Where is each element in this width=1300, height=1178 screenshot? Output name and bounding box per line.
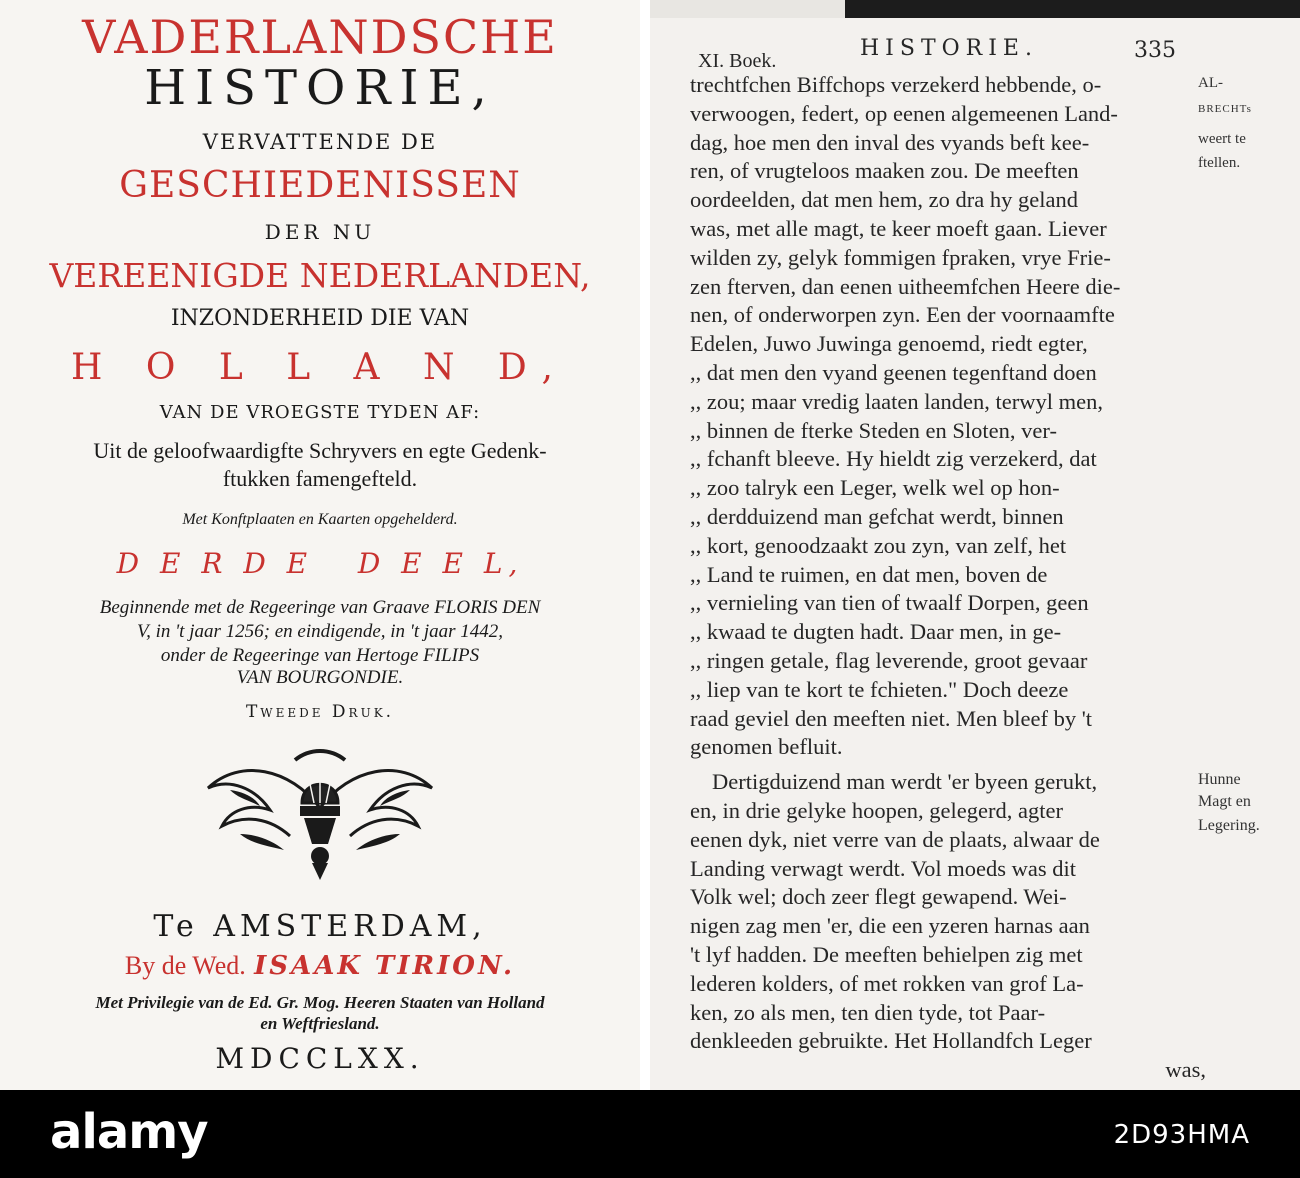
text-line: en, in drie gelyke hoopen, gelegerd, agter — [690, 798, 1063, 823]
ornament-icon — [200, 748, 440, 883]
header-book: XI. Boek. — [698, 50, 777, 72]
text-line: ,, liep van te kort te fchieten." Doch deeze — [690, 676, 1069, 702]
year-roman: MDCCLXX. — [215, 1042, 425, 1075]
beginnende-line-2: V, in 't jaar 1256; en eindigende, in 't jaar 1442, — [136, 621, 504, 642]
text-line: nen, of onderworpen zyn. Een der voornaamfte — [690, 302, 1115, 328]
text-line: ,, binnen de fterke Steden en Sloten, ver- — [690, 417, 1057, 443]
margin-note: ftellen. — [1198, 155, 1241, 171]
van-de-vroegste-tyden: VAN DE VROEGSTE TYDEN AF: — [159, 402, 481, 423]
text-line: Edelen, Juwo Juwinga genoemd, riedt egter, — [690, 331, 1088, 357]
text-line: ,, zou; maar vredig laaten landen, terwyl men, — [690, 388, 1103, 414]
margin-note: Hunne — [1198, 771, 1241, 788]
text-line: genomen befluit. — [690, 734, 843, 760]
text-line: verwoogen, federt, op eenen algemeenen Land- — [690, 100, 1118, 126]
page-top-edge — [650, 0, 845, 18]
text-line: raad geviel den meeften niet. Men bleef by 't — [690, 705, 1093, 731]
text-line: was, met alle magt, te keer moeft gaan. Liever — [690, 216, 1107, 241]
text-line: zen fterven, dan eenen uitheemfchen Heere die- — [690, 273, 1121, 299]
text-line: ,, kwaad te dugten hadt. Daar men, in ge- — [690, 619, 1062, 645]
text-line: ,, derdduizend man gefchat werdt, binnen — [690, 504, 1064, 529]
text-line: ,, kort, genoodzaakt zou zyn, van zelf, het — [690, 532, 1067, 558]
margin-note: Legering. — [1198, 817, 1260, 834]
text-line: eenen dyk, niet verre van de plaats, alwaar de — [690, 826, 1100, 852]
beginnende-line-4: VAN BOURGONDIE. — [236, 667, 404, 688]
text-line: was, — [1165, 1057, 1206, 1083]
vervattende-de: VERVATTENDE DE — [202, 130, 438, 154]
met-konstplaaten: Met Konftplaaten en Kaarten opgehelderd. — [182, 511, 458, 528]
text-line: Landing verwagt werdt. Vol moeds was dit — [690, 855, 1076, 881]
der-nu: DER NU — [264, 220, 376, 244]
margin-note: AL- — [1198, 75, 1223, 91]
isaak-tirion: ISAAK TIRION. — [254, 951, 516, 981]
text-line: oordeelden, dat men hem, zo dra hy geland — [690, 187, 1078, 213]
text-line: ,, ringen getale, flag leverende, groot gevaar — [690, 648, 1088, 673]
subtitle-line-1: Uit de geloofwaardigfte Schryvers en egte Gedenk- — [93, 438, 547, 463]
text-line: denkleeden gebruikte. Het Hollandfch Leger — [690, 1028, 1092, 1054]
text-line: ren, of vrugteloos maaken zou. De meeften — [690, 158, 1079, 184]
text-line: lederen kolders, of met rokken van grof La- — [690, 970, 1084, 996]
derde-deel: D E R D E D E E L, — [116, 547, 524, 580]
text-line: wilden zy, gelyk fommigen fpraken, vrye Frie- — [690, 244, 1111, 270]
watermark-banner — [0, 1090, 1300, 1178]
te-amsterdam: Te AMSTERDAM, — [153, 909, 487, 944]
title-page — [0, 0, 640, 1090]
title-historie: HISTORIE, — [144, 60, 496, 116]
text-line: Dertigduizend man werdt 'er byeen gerukt, — [712, 769, 1098, 795]
title-vaderlandsche: VADERLANDSCHE — [82, 10, 558, 64]
privilege-line-2: en Weftfriesland. — [260, 1014, 380, 1033]
margin-note: weert te — [1198, 131, 1246, 147]
text-line: ,, zoo talryk een Leger, welk wel op hon- — [690, 475, 1060, 501]
privilege-line-1: Met Privilegie van de Ed. Gr. Mog. Heeren Staaten van Holland — [95, 993, 545, 1012]
vereenigde-nederlanden: VEREENIGDE NEDERLANDEN, — [49, 256, 591, 295]
watermark-logo: alamy — [50, 1104, 208, 1160]
text-line: dag, hoe men den inval des vyands beft kee- — [690, 129, 1090, 155]
tweede-druk: Tweede Druk. — [245, 702, 395, 722]
text-line: ,, dat men den vyand geenen tegenftand doen — [690, 360, 1097, 385]
page-gutter — [640, 0, 650, 1090]
subtitle-line-2: ftukken famengefteld. — [222, 466, 418, 491]
header-title: HISTORIE. — [860, 36, 1038, 61]
geschiedenissen: GESCHIEDENISSEN — [119, 165, 521, 206]
text-line: ,, vernieling van tien of twaalf Dorpen, geen — [690, 590, 1089, 616]
dark-background — [845, 0, 1300, 18]
text-line: 't lyf hadden. De meeften behielpen zig met — [690, 942, 1083, 967]
image-id: 2D93HMA — [1113, 1120, 1250, 1150]
margin-note: BRECHTs — [1198, 103, 1252, 115]
page-number: 335 — [1134, 38, 1176, 63]
beginnende-line-3: onder de Regeeringe van Hertoge FILIPS — [160, 645, 480, 666]
text-line: ,, fchanft bleeve. Hy hieldt zig verzekerd, dat — [690, 446, 1097, 472]
text-page — [650, 18, 1300, 1090]
by-de-wed: By de Wed. — [124, 951, 246, 980]
holland: H O L L A N D, — [71, 347, 569, 388]
text-line: Volk wel; doch zeer flegt gewapend. Wei- — [690, 884, 1067, 910]
text-line: ken, zo als men, ten dien tyde, tot Paar- — [690, 999, 1046, 1025]
text-line: trechtfchen Biffchops verzekerd hebbende, o- — [690, 72, 1102, 97]
margin-note: Magt en — [1198, 793, 1251, 810]
beginnende-line-1: Beginnende met de Regeeringe van Graave FLORIS DEN — [99, 597, 541, 618]
text-line: ,, Land te ruimen, en dat men, boven de — [690, 561, 1048, 587]
inzonderheid-die-van: INZONDERHEID DIE VAN — [170, 306, 470, 331]
publisher-line — [0, 953, 640, 979]
text-line: nigen zag men 'er, die een yzeren harnas aan — [690, 913, 1090, 939]
